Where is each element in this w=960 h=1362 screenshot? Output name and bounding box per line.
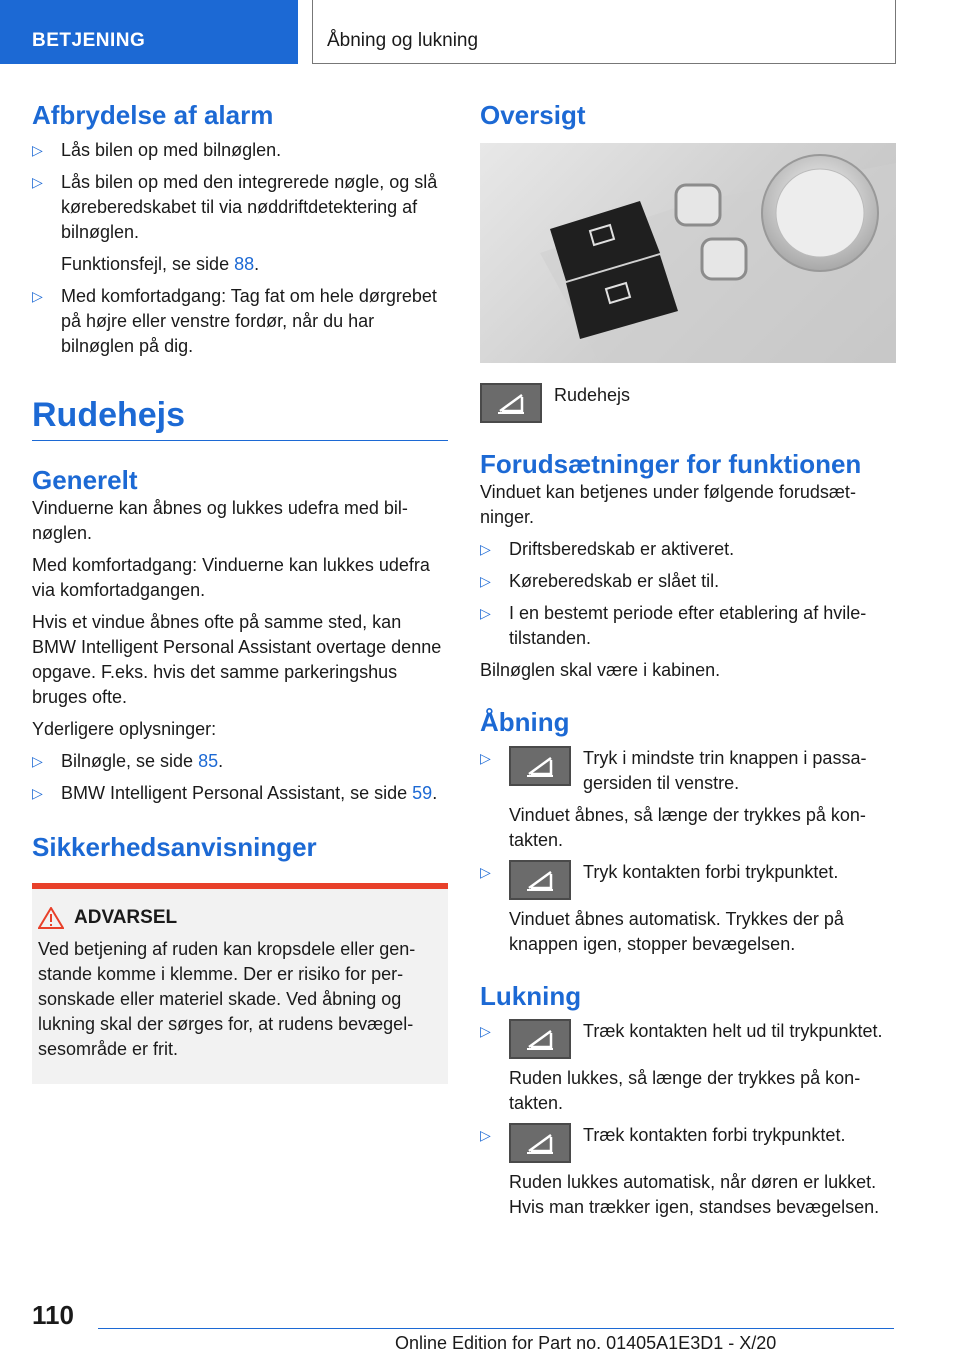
window-switch-icon <box>480 383 542 423</box>
closing-list <box>480 1019 896 1220</box>
triangle-right-icon: ▷ <box>32 753 43 770</box>
alarm-list <box>32 138 448 359</box>
triangle-right-icon: ▷ <box>480 749 491 766</box>
rudehejs-heading: Rudehejs <box>32 396 186 435</box>
triangle-right-icon: ▷ <box>480 541 491 558</box>
page-link[interactable]: 85 <box>198 751 219 772</box>
conditions-list <box>480 537 896 651</box>
conditions-note: Bilnøglen skal være i kabinen. <box>480 660 721 681</box>
conditions-heading: Forudsætninger for funktionen <box>480 449 862 480</box>
generelt-paragraph: Vinduerne kan åbnes og lukkes udefra med bilnøglen. <box>32 498 408 544</box>
triangle-right-icon: ▷ <box>480 605 491 622</box>
alarm-heading: Afbrydelse af alarm <box>32 100 274 130</box>
warning-triangle-icon <box>38 907 64 929</box>
info-list <box>32 749 448 806</box>
safety-heading: Sikkerhedsanvisninger <box>32 832 317 863</box>
generelt-paragraph: Hvis et vindue åbnes ofte på samme sted, kan BMW Intelligent Personal Assistant overtage denne opgave. F.eks. hvis det samme parkeringshus bruges ofte. <box>32 612 442 708</box>
page-link[interactable]: 59 <box>412 783 433 804</box>
header-chapter: Åbning og lukning <box>312 0 896 64</box>
list-item: ▷ Lås bilen op med den integrerede nøgle, og slå køreberedskabet til via nøddriftdetektering af bilnøglen. Funktionsfejl, se side 88. <box>32 172 438 275</box>
conditions-intro: Vinduet kan betjenes under følgende forudsætninger. <box>480 482 856 528</box>
list-item: ▷ Bilnøgle, se side 85. <box>32 749 448 774</box>
header-section: BETJENING <box>0 0 298 64</box>
warning-text: Ved betjening af ruden kan kropsdele eller genstande komme i klemme. Der er risiko for personskade eller materiel skade. Ved åbning og lukning skal der sørges for, at rudens bevægelsesområde er frit. <box>38 939 416 1060</box>
list-item: ▷ Træk kontakten forbi trykpunktet. Ruden lukkes automatisk, når døren er lukket. Hvis man trækker igen, standses bevægelsen. <box>480 1124 880 1217</box>
window-switch-icon <box>509 746 571 786</box>
list-item: ▷ Køreberedskab er slået til. <box>480 569 896 594</box>
page-number: 110 <box>32 1300 74 1330</box>
triangle-right-icon: ▷ <box>480 1126 491 1143</box>
list-item: ▷ Lås bilen op med bilnøglen. <box>32 138 448 163</box>
footer-divider <box>98 1328 894 1329</box>
triangle-right-icon: ▷ <box>480 863 491 880</box>
list-item: ▷ Tryk i mindste trin knappen i passagersiden til venstre. Vinduet åbnes, så længe der trykkes på kontakten. <box>480 747 867 850</box>
rudehejs-heading-block <box>32 395 448 441</box>
list-item: ▷ Med komfortadgang: Tag fat om hele dørgrebet på højre eller venstre fordør, når du har bilnøglen på dig. <box>32 286 437 357</box>
symbol-caption: Rudehejs <box>554 385 631 406</box>
warning-label: ADVARSEL <box>74 907 178 929</box>
window-switch-icon <box>509 860 571 900</box>
generelt-heading: Generelt <box>32 464 138 495</box>
warning-box <box>32 883 448 1084</box>
overview-heading: Oversigt <box>480 100 586 130</box>
triangle-right-icon: ▷ <box>32 288 43 305</box>
triangle-right-icon: ▷ <box>32 174 43 191</box>
closing-heading: Lukning <box>480 980 582 1011</box>
triangle-right-icon: ▷ <box>32 785 43 802</box>
footer-edition: Online Edition for Part no. 01405A1E3D1 - X/20 <box>395 1333 777 1353</box>
list-item: ▷ BMW Intelligent Personal Assistant, se side 59. <box>32 781 448 806</box>
page-link[interactable]: 88 <box>234 254 255 275</box>
list-item: ▷ Tryk kontakten forbi trykpunktet. Vinduet åbnes automatisk. Trykkes der på knappen igen, stopper bevægelsen. <box>480 861 844 954</box>
generelt-paragraph: Med komfortadgang: Vinduerne kan lukkes udefra via komfortadgangen. <box>32 555 430 601</box>
triangle-right-icon: ▷ <box>480 573 491 590</box>
list-item: ▷ Træk kontakten helt ud til trykpunktet. Ruden lukkes, så længe der trykkes på kontakten. <box>480 1020 883 1113</box>
right-column <box>480 100 896 1220</box>
opening-list <box>480 746 896 957</box>
window-switch-icon <box>509 1123 571 1163</box>
window-switch-icon <box>509 1019 571 1059</box>
window-switch-photo <box>480 143 896 363</box>
triangle-right-icon: ▷ <box>480 1022 491 1039</box>
triangle-right-icon: ▷ <box>32 142 43 159</box>
list-item: ▷ Driftsberedskab er aktiveret. <box>480 537 896 562</box>
opening-heading: Åbning <box>480 707 570 738</box>
generelt-paragraph: Yderligere oplysninger: <box>32 719 217 740</box>
symbol-caption-row <box>480 383 896 423</box>
list-item: ▷ I en bestemt periode efter etablering af hviletilstanden. <box>480 603 867 649</box>
left-column <box>32 100 448 1084</box>
